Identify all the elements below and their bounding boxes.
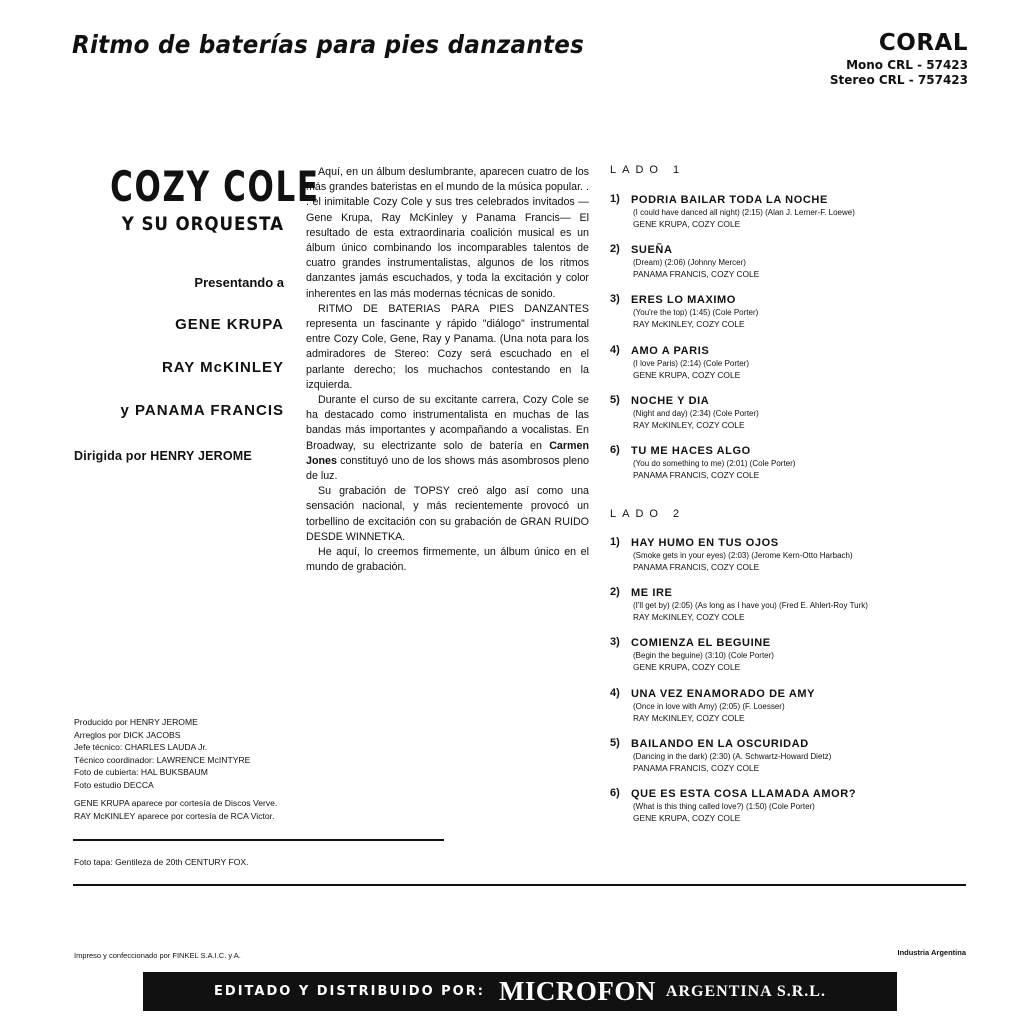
track-title: AMO A PARIS — [631, 345, 710, 357]
track-number: 2) — [610, 586, 620, 598]
track-number: 1) — [610, 536, 620, 548]
director-credit: Dirigida por HENRY JEROME — [74, 449, 252, 463]
track-item — [610, 444, 970, 481]
credit-line: Producido por HENRY JEROME — [74, 717, 198, 727]
track-performers: GENE KRUPA, COZY COLE — [633, 370, 741, 380]
track-title: HAY HUMO EN TUS OJOS — [631, 537, 779, 549]
track-title: PODRIA BAILAR TODA LA NOCHE — [631, 194, 828, 206]
track-details: (Dancing in the dark) (2:30) (A. Schwartz-Howard Dietz) — [633, 752, 832, 761]
track-item — [610, 787, 970, 824]
stereo-catalog: Stereo CRL - 757423 — [829, 73, 968, 87]
track-number: 3) — [610, 636, 620, 648]
track-details: (I could have danced all night) (2:15) (Alan J. Lerner-F. Loewe) — [633, 208, 855, 217]
track-title: TU ME HACES ALGO — [631, 445, 751, 457]
credit-line: Jefe técnico: CHARLES LAUDA Jr. — [74, 742, 208, 752]
track-details: (Dream) (2:06) (Johnny Mercer) — [633, 258, 746, 267]
artist-block — [72, 162, 320, 419]
track-number: 5) — [610, 737, 620, 749]
track-performers: PANAMA FRANCIS, COZY COLE — [633, 269, 760, 279]
side-2-heading: LADO 2 — [610, 508, 686, 520]
origin-label: Industria Argentina — [897, 948, 966, 957]
track-title: BAILANDO EN LA OSCURIDAD — [631, 738, 809, 750]
guest-name: GENE KRUPA — [175, 316, 284, 333]
track-performers: RAY McKINLEY, COZY COLE — [633, 612, 745, 622]
orchestra-name: Y SU ORQUESTA — [121, 213, 284, 235]
track-details: (You do something to me) (2:01) (Cole Porter) — [633, 459, 796, 468]
distributor-banner — [143, 972, 897, 1011]
courtesy-line: GENE KRUPA aparece por cortesía de Discos Verve. — [74, 798, 278, 808]
track-title: ERES LO MAXIMO — [631, 294, 736, 306]
liner-paragraph — [306, 393, 589, 484]
guest-name: y PANAMA FRANCIS — [120, 402, 284, 419]
track-performers: PANAMA FRANCIS, COZY COLE — [633, 562, 760, 572]
track-number: 6) — [610, 787, 620, 799]
track-performers: RAY McKINLEY, COZY COLE — [633, 713, 745, 723]
track-details: (Begin the beguine) (3:10) (Cole Porter) — [633, 651, 774, 660]
mono-catalog: Mono CRL - 57423 — [846, 58, 968, 72]
credit-line: Foto de cubierta: HAL BUKSBAUM — [74, 767, 208, 777]
artist-name: COZY COLE — [110, 162, 320, 211]
track-details: (You're the top) (1:45) (Cole Porter) — [633, 308, 759, 317]
presenting-label: Presentando a — [194, 275, 284, 290]
track-details: (Once in love with Amy) (2:05) (F. Loesser) — [633, 702, 785, 711]
distributor-logo: MICROFON — [498, 976, 656, 1006]
track-title: COMIENZA EL BEGUINE — [631, 637, 771, 649]
banner-prefix: EDITADO Y DISTRIBUIDO POR: — [214, 984, 485, 999]
photo-credit: Foto tapa: Gentileza de 20th CENTURY FOX. — [74, 857, 249, 867]
track-details: (Night and day) (2:34) (Cole Porter) — [633, 409, 759, 418]
track-number: 6) — [610, 444, 620, 456]
track-details: (Smoke gets in your eyes) (2:03) (Jerome Kern-Otto Harbach) — [633, 551, 853, 560]
divider-short — [73, 839, 444, 841]
track-item — [610, 737, 970, 774]
track-number: 4) — [610, 687, 620, 699]
liner-paragraph: Aquí, en un álbum deslumbrante, aparecen cuatro de los más grandes bateristas en el mundo de la música popular. . . el inimitable Cozy Cole y sus tres celebrados invitados —Gene Krupa, Ray McKinley y Panama Francis— El resultado de esta extraordinaria coalición musical es un álbum único combinando los incomparables talentos de cuatro grandes instrumentalistas, algunos de los ritmos danzantes jamás escuchados, y toda la excitación y color inherentes en las más modernas técnicas de sonido. — [306, 166, 589, 300]
track-item — [610, 636, 970, 673]
track-item — [610, 193, 970, 230]
banner-suffix: ARGENTINA S.R.L. — [665, 982, 826, 1000]
track-number: 1) — [610, 193, 620, 205]
track-performers: RAY McKINLEY, COZY COLE — [633, 319, 745, 329]
credit-line: Arreglos por DICK JACOBS — [74, 729, 181, 740]
production-credits — [74, 716, 277, 822]
label-block — [830, 30, 968, 88]
liner-notes — [306, 165, 589, 575]
side-1-heading: LADO 1 — [610, 164, 686, 176]
track-details: (I love Paris) (2:14) (Cole Porter) — [633, 359, 750, 368]
liner-text: constituyó uno de los shows más asombrosos pleno de luz. — [306, 454, 589, 483]
record-label: CORAL — [878, 30, 968, 56]
track-item — [610, 586, 970, 623]
credit-line: Técnico coordinador: LAWRENCE McINTYRE — [74, 754, 251, 765]
liner-text: Durante el curso de su excitante carrera, Cozy Cole se ha destacado como instrumentalista en muchas de las bandas más importantes y acompañando a vocalistas. En Broadway, su electrizante solo de batería en — [306, 394, 589, 452]
track-item — [610, 293, 970, 330]
track-title: ME IRE — [631, 587, 673, 599]
printer-credit: Impreso y confeccionado por FINKEL S.A.I.C. y A. — [74, 951, 241, 960]
track-performers: PANAMA FRANCIS, COZY COLE — [633, 470, 760, 480]
track-item — [610, 243, 970, 280]
liner-paragraph: Su grabación de TOPSY creó algo así como una sensación nacional, y más recientemente provocó un torbellino de excitación con su grabación de GRAN RUIDO DESDE WINNETKA. — [306, 485, 589, 543]
liner-paragraph: RITMO DE BATERIAS PARA PIES DANZANTES representa un fascinante y rápido "diálogo" instrumental entre Cozy Cole, Gene, Ray y Panama. (Una nota para los admiradores de Stereo: Cozy será escuchado en el parlante derecho; los muchachos contestando en la izquierda. — [306, 302, 589, 391]
track-number: 4) — [610, 344, 620, 356]
track-item — [610, 536, 970, 573]
track-title: SUEÑA — [631, 244, 673, 256]
track-number: 5) — [610, 394, 620, 406]
track-performers: GENE KRUPA, COZY COLE — [633, 813, 741, 823]
track-performers: PANAMA FRANCIS, COZY COLE — [633, 763, 760, 773]
track-item — [610, 394, 970, 431]
track-item — [610, 344, 970, 381]
track-item — [610, 687, 970, 724]
track-details: (What is this thing called love?) (1:50) (Cole Porter) — [633, 802, 815, 811]
track-performers: GENE KRUPA, COZY COLE — [633, 662, 741, 672]
album-title: Ritmo de baterías para pies danzantes — [72, 30, 585, 59]
track-number: 2) — [610, 243, 620, 255]
track-performers: RAY McKINLEY, COZY COLE — [633, 420, 745, 430]
guest-name: RAY McKINLEY — [161, 359, 284, 376]
credit-line: Foto estudio DECCA — [74, 779, 154, 790]
track-title: QUE ES ESTA COSA LLAMADA AMOR? — [631, 788, 857, 800]
track-title: UNA VEZ ENAMORADO DE AMY — [631, 688, 816, 700]
track-title: NOCHE Y DIA — [631, 395, 710, 407]
liner-paragraph: He aquí, lo creemos firmemente, un álbum único en el mundo de grabación. — [306, 546, 589, 574]
track-details: (I'll get by) (2:05) (As long as I have you) (Fred E. Ahlert-Roy Turk) — [633, 601, 868, 610]
track-performers: GENE KRUPA, COZY COLE — [633, 219, 741, 229]
courtesy-line: RAY McKINLEY aparece por cortesía de RCA Victor. — [74, 810, 275, 821]
track-number: 3) — [610, 293, 620, 305]
show-title: Carmen Jones — [306, 439, 589, 467]
divider-long — [73, 884, 966, 886]
